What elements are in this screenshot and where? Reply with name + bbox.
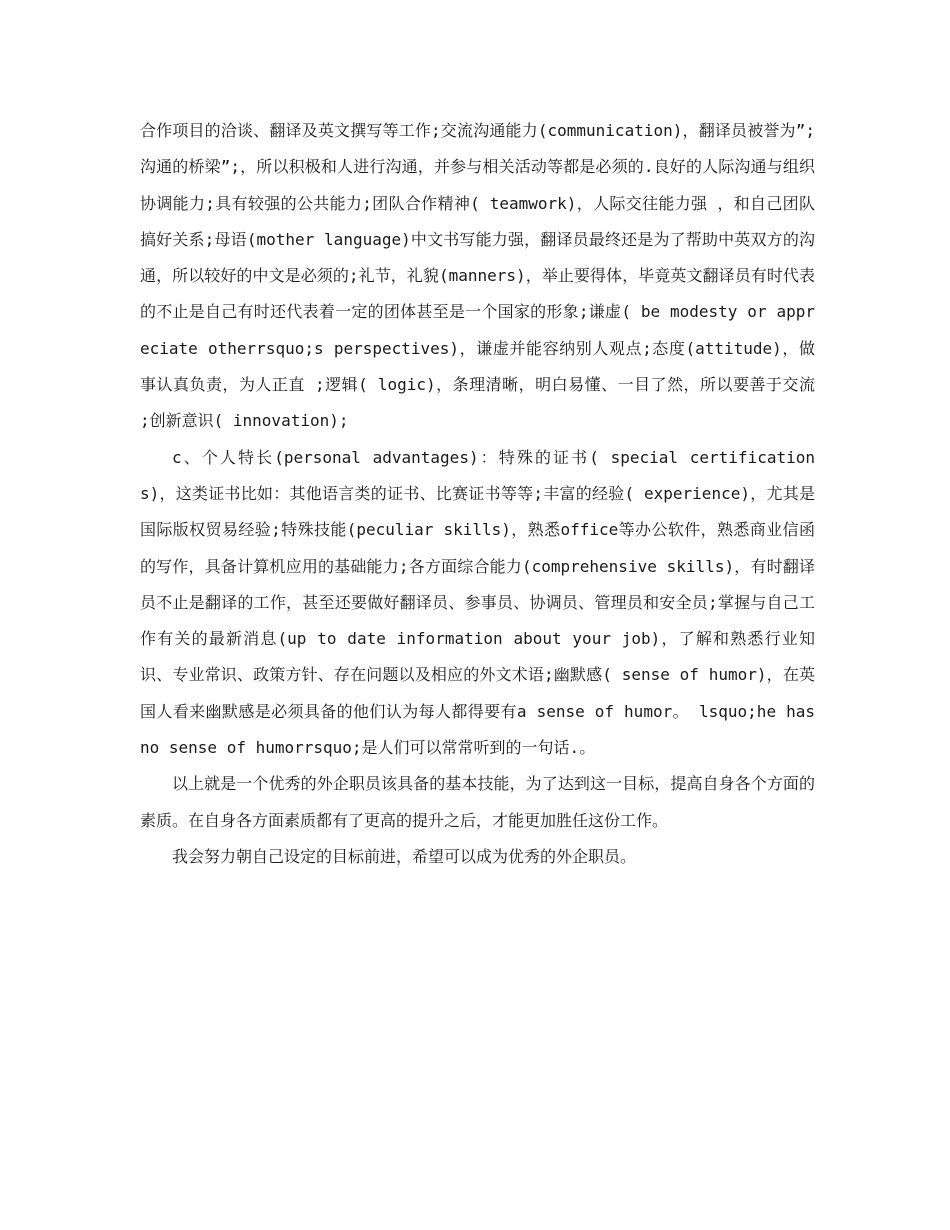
paragraph-closing: 我会努力朝自己设定的目标前进，希望可以成为优秀的外企职员。	[172, 846, 637, 866]
paragraph-qualities: 合作项目的洽谈、翻译及英文撰写等工作;交流沟通能力(communication)，翻译员被誉为”;沟通的桥梁”;，所以积极和人进行沟通，并参与相关活动等都是必须的.良好的人际沟通与组织协调能力;具有较强的公共能力;团队合作精神( teamwork)，人际交往能力强 ，和自己团队搞好关系;母语(mother language)中文书写能力强，翻译员最终还是为了帮助中英双方的沟通，所以较好的中文是必须的;礼节，礼貌(manners)，举止要得体，毕竟英文翻译员有时代表的不止是自己有时还代表着一定的团体甚至是一个国家的形象;谦虚( be modesty or appreciate otherrsquo;s perspectives)，谦虚并能容纳别人观点;态度(attitude)，做事认真负责，为人正直 ;逻辑( logic)，条理清晰，明白易懂、一目了然，所以要善于交流 ;创新意识( innovation);	[140, 121, 815, 431]
paragraph-personal-advantages: c、个人特长(personal advantages)：特殊的证书( special certifications)，这类证书比如：其他语言类的证书、比赛证书等等;丰富的经验( experience)，尤其是国际版权贸易经验;特殊技能(peculiar skills)，熟悉office等办公软件，熟悉商业信函的写作，具备计算机应用的基础能力;各方面综合能力(comprehensive skills)，有时翻译员不止是翻译的工作，甚至还要做好翻译员、参事员、协调员、管理员和安全员;掌握与自己工作有关的最新消息(up to date information about your job)，了解和熟悉行业知识、专业常识、政策方针、存在问题以及相应的外文术语;幽默感( sense of humor)，在英国人看来幽默感是必须具备的他们认为每人都得要有a sense of humor。 lsquo;he has no sense of humorrsquo;是人们可以常常听到的一句话.。	[140, 447, 815, 758]
document-body	[140, 113, 815, 875]
paragraph-summary: 以上就是一个优秀的外企职员该具备的基本技能，为了达到这一目标，提高自身各个方面的素质。在自身各方面素质都有了更高的提升之后，才能更加胜任这份工作。	[140, 774, 815, 830]
